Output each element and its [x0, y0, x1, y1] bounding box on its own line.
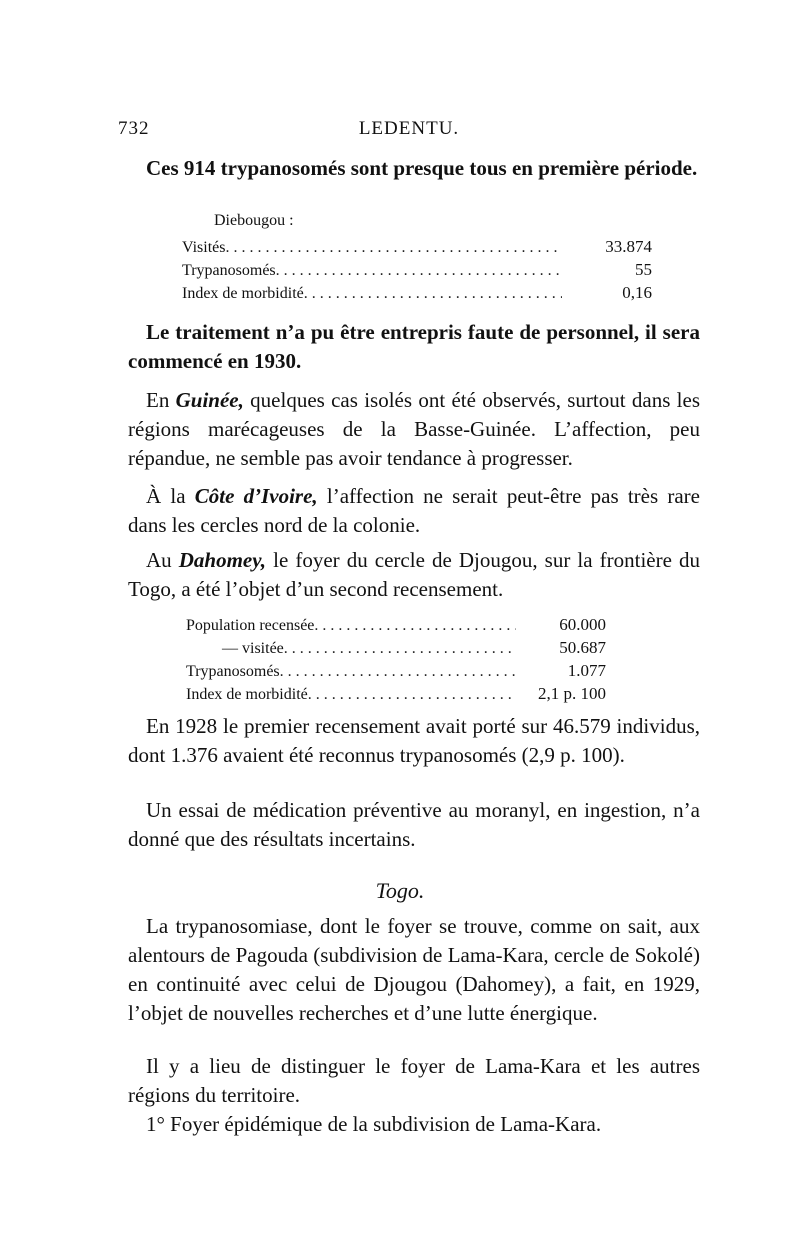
row-label: — visitée [222, 640, 284, 657]
paragraph-moranyl: Un essai de médication préventive au moranyl, en ingestion, n’a donné que des résultats incertains. [128, 798, 700, 851]
place-name: Guinée, [175, 388, 244, 412]
diebougou-caption: Diebougou : [214, 212, 294, 229]
paragraph-foyer-lama-kara: 1° Foyer épidémique de la subdivision de Lama-Kara. [146, 1112, 602, 1136]
row-value: 1.077 [567, 661, 606, 680]
table-row [182, 236, 652, 259]
place-name: Côte d’Ivoire, [194, 484, 318, 508]
row-label: Index de morbidité [186, 686, 308, 703]
paragraph-dahomey: Au Dahomey, le foyer du cercle de Djougou, sur la frontière du Togo, a été l’objet d’un second recensement. [128, 548, 700, 601]
diebougou-table [182, 236, 652, 305]
section-heading-togo: Togo. [375, 878, 425, 903]
table-row [182, 259, 652, 282]
table-row [186, 637, 606, 660]
row-value: 2,1 p. 100 [538, 684, 606, 703]
paragraph-recensement: En 1928 le premier recensement avait porté sur 46.579 individus, dont 1.376 avaient été reconnus trypanosomés (2,9 p. 100). [128, 714, 700, 767]
row-value: 50.687 [559, 638, 606, 657]
row-value: 33.874 [605, 237, 652, 256]
paragraph-togo: La trypanosomiase, dont le foyer se trouve, comme on sait, aux alentours de Pagouda (subdivision de Lama-Kara, cercle de Sokolé) en continuité avec celui de Djougou (Dahomey), a fait, en 1929, l’objet de nouvelles recherches et d’une lutte énergique. [128, 914, 700, 1025]
paragraph-distinguer: Il y a lieu de distinguer le foyer de Lama-Kara et les autres régions du territoire. [128, 1054, 700, 1107]
table-row [182, 282, 652, 305]
row-label: Index de morbidité [182, 285, 304, 302]
table-row [186, 660, 606, 683]
place-name: Dahomey, [178, 548, 267, 572]
row-label: Trypanosomés [182, 262, 276, 279]
row-value: 55 [635, 260, 652, 279]
row-value: 0,16 [622, 283, 652, 302]
paragraph-1: Ces 914 trypanosomés sont presque tous en première période. [146, 156, 698, 180]
row-label: Population recensée [186, 617, 315, 634]
paragraph-cote-ivoire: À la Côte d’Ivoire, l’affection ne serait peut-être pas très rare dans les cercles nord de la colonie. [128, 484, 700, 537]
row-label: Visités [182, 239, 226, 256]
row-value: 60.000 [559, 615, 606, 634]
paragraph-guinee: En Guinée, quelques cas isolés ont été observés, surtout dans les régions marécageuses de la Basse-Guinée. L’affection, peu répandue, ne semble pas avoir tendance à progresser. [128, 388, 700, 470]
running-title: LEDENTU. [358, 118, 460, 139]
dahomey-table [186, 614, 606, 706]
page-header [118, 118, 700, 142]
row-label: Trypanosomés [186, 663, 280, 680]
paragraph-2: Le traitement n’a pu être entrepris faute de personnel, il sera commencé en 1930. [128, 320, 700, 373]
table-row [186, 683, 606, 706]
table-row [186, 614, 606, 637]
page-number: 732 [118, 118, 150, 139]
